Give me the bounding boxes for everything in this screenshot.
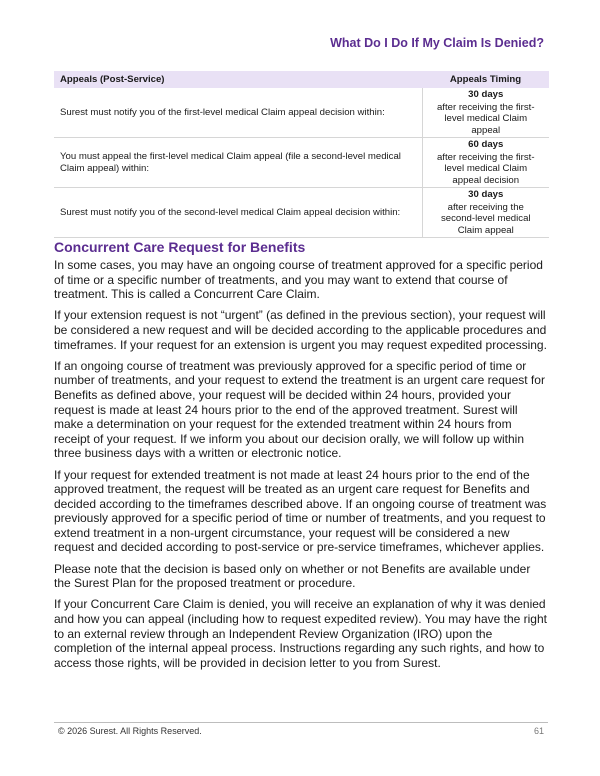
table-row [54,138,549,188]
row-days: 60 days [468,139,504,150]
row-timing [422,88,549,138]
paragraph: If your extension request is not “urgent” (as defined in the previous section), your request will be considered a new request and will be decided according to the applicable procedures and timeframes. If your request for an extension is urgent you may request expedited processing. [54,308,547,352]
paragraph: If an ongoing course of treatment was previously approved for a specific period of time or number of treatments, and your request to extend the treatment is an urgent care request for Benefits as defined above, your request will be decided within 24 hours, provided your request is made at least 24 hours prior to the end of the approved treatment. Surest will make a determination on your request for the extended treatment within 24 hours from receipt of your request. If we inform you about our decision orally, we will follow up within three business days with a written or electronic notice. [54,358,545,461]
footer-divider [54,722,548,723]
row-timing-note: after receiving the second-level medical Claim appeal [440,201,531,236]
table-header-row [54,71,549,88]
footer-copyright: © 2026 Surest. All Rights Reserved. [58,726,202,736]
column-header-appeals: Appeals (Post-Service) [54,71,422,88]
row-description: You must appeal the first-level medical Claim appeal (file a second-level medical Claim appeal) within: [54,138,422,188]
row-timing [422,188,549,238]
row-timing-note: after receiving the first-level medical Claim appeal [436,101,535,136]
running-header-title: What Do I Do If My Claim Is Denied? [330,36,544,50]
paragraph: If your request for extended treatment is not made at least 24 hours prior to the end of the approved treatment, the request will be treated as an urgent care request for Benefits and decided according to the timeframes described above. If an ongoing course of treatment was previously approved for a specific period of time or number of treatments, and you request to extend treatment in a non-urgent circumstance, your request will be considered a new request and decided according to post-service or pre-service timeframes, whichever applies. [54,467,547,555]
table-row [54,188,549,238]
row-timing [422,138,549,188]
row-description: Surest must notify you of the first-level medical Claim appeal decision within: [54,88,422,138]
section-heading: Concurrent Care Request for Benefits [54,239,306,255]
row-description: Surest must notify you of the second-level medical Claim appeal decision within: [54,188,422,238]
row-days: 30 days [468,189,504,200]
paragraph: If your Concurrent Care Claim is denied, you will receive an explanation of why it was denied and how you can appeal (including how to request expedited review). You may have the right to an external review through an Independent Review Organization (IRO) upon the completion of the internal appeal process. Instructions regarding any such rights, and how to access those rights, will be provided in decision letter to you from Surest. [54,597,547,670]
paragraph: In some cases, you may have an ongoing course of treatment approved for a specific period of time or a specific number of treatments, and you may want to extend that course of treatment. This is called a Concurrent Care Claim. [54,258,543,302]
table-row [54,88,549,138]
row-timing-note: after receiving the first-level medical Claim appeal decision [436,151,535,186]
row-days: 30 days [468,89,504,100]
paragraph: Please note that the decision is based only on whether or not Benefits are available under the Surest Plan for the proposed treatment or procedure. [54,561,531,591]
section-body [54,258,548,677]
page-number: 61 [533,726,544,736]
column-header-timing: Appeals Timing [422,71,549,88]
appeals-timing-table [54,71,549,238]
